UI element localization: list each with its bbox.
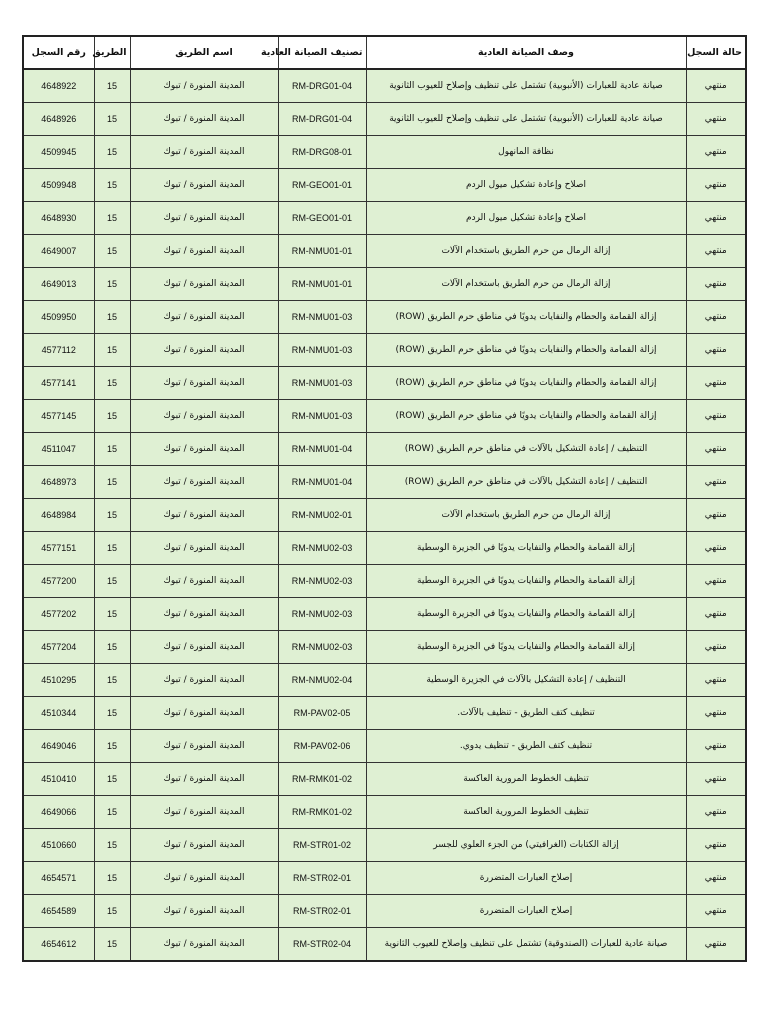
table-row bbox=[23, 598, 746, 631]
cell-road: 15 bbox=[94, 697, 130, 730]
cell-road: 15 bbox=[94, 829, 130, 862]
cell-record-status: منتهي bbox=[686, 136, 746, 169]
table-row bbox=[23, 532, 746, 565]
table-row bbox=[23, 103, 746, 136]
cell-maintenance-classification: RM-NMU01-03 bbox=[278, 334, 366, 367]
cell-road: 15 bbox=[94, 367, 130, 400]
cell-record-number: 4510410 bbox=[23, 763, 94, 796]
cell-road-name: المدينة المنورة / تبوك bbox=[130, 895, 278, 928]
cell-road-name: المدينة المنورة / تبوك bbox=[130, 367, 278, 400]
cell-maintenance-classification: RM-NMU01-03 bbox=[278, 367, 366, 400]
cell-record-number: 4648930 bbox=[23, 202, 94, 235]
cell-record-status: منتهي bbox=[686, 433, 746, 466]
cell-maintenance-description: إزالة القمامة والحطام والنفايات يدويًا في الجزيرة الوسطية bbox=[366, 598, 686, 631]
cell-maintenance-description: نظافة المانهول bbox=[366, 136, 686, 169]
cell-maintenance-description: إزالة الرمال من حرم الطريق باستخدام الآلات bbox=[366, 235, 686, 268]
cell-road: 15 bbox=[94, 763, 130, 796]
cell-record-status: منتهي bbox=[686, 202, 746, 235]
cell-maintenance-classification: RM-STR01-02 bbox=[278, 829, 366, 862]
cell-maintenance-classification: RM-STR02-04 bbox=[278, 928, 366, 962]
cell-maintenance-classification: RM-PAV02-05 bbox=[278, 697, 366, 730]
cell-road: 15 bbox=[94, 69, 130, 103]
table-row bbox=[23, 829, 746, 862]
table-row bbox=[23, 69, 746, 103]
cell-record-number: 4649007 bbox=[23, 235, 94, 268]
cell-road-name: المدينة المنورة / تبوك bbox=[130, 862, 278, 895]
cell-road: 15 bbox=[94, 532, 130, 565]
cell-maintenance-description: إزالة القمامة والحطام والنفايات يدويًا في مناطق حرم الطريق (ROW) bbox=[366, 334, 686, 367]
cell-road: 15 bbox=[94, 598, 130, 631]
cell-maintenance-description: تنظيف كتف الطريق - تنظيف يدوي. bbox=[366, 730, 686, 763]
cell-road: 15 bbox=[94, 796, 130, 829]
cell-road-name: المدينة المنورة / تبوك bbox=[130, 631, 278, 664]
cell-road-name: المدينة المنورة / تبوك bbox=[130, 730, 278, 763]
cell-maintenance-classification: RM-GEO01-01 bbox=[278, 169, 366, 202]
cell-road-name: المدينة المنورة / تبوك bbox=[130, 829, 278, 862]
cell-record-number: 4648984 bbox=[23, 499, 94, 532]
cell-maintenance-description: صيانة عادية للعبارات (الأنبوبية) تشتمل على تنظيف وإصلاح للعيوب الثانوية bbox=[366, 103, 686, 136]
document-page bbox=[22, 35, 745, 962]
header-record-number: رقم السجل bbox=[23, 36, 94, 69]
table-row bbox=[23, 301, 746, 334]
cell-record-status: منتهي bbox=[686, 103, 746, 136]
cell-maintenance-description: التنظيف / إعادة التشكيل بالآلات في مناطق حرم الطريق (ROW) bbox=[366, 466, 686, 499]
table-row bbox=[23, 862, 746, 895]
cell-maintenance-classification: RM-NMU02-03 bbox=[278, 598, 366, 631]
cell-maintenance-description: تنظيف الخطوط المرورية العاكسة bbox=[366, 796, 686, 829]
cell-record-number: 4509945 bbox=[23, 136, 94, 169]
cell-road-name: المدينة المنورة / تبوك bbox=[130, 565, 278, 598]
cell-maintenance-classification: RM-RMK01-02 bbox=[278, 796, 366, 829]
cell-maintenance-description: التنظيف / إعادة التشكيل بالآلات في الجزيرة الوسطية bbox=[366, 664, 686, 697]
cell-road-name: المدينة المنورة / تبوك bbox=[130, 763, 278, 796]
table-row bbox=[23, 466, 746, 499]
cell-record-status: منتهي bbox=[686, 235, 746, 268]
cell-maintenance-classification: RM-NMU01-03 bbox=[278, 301, 366, 334]
cell-maintenance-description: إزالة القمامة والحطام والنفايات يدويًا في الجزيرة الوسطية bbox=[366, 631, 686, 664]
cell-record-number: 4654612 bbox=[23, 928, 94, 962]
cell-record-status: منتهي bbox=[686, 466, 746, 499]
table-row bbox=[23, 664, 746, 697]
cell-maintenance-classification: RM-RMK01-02 bbox=[278, 763, 366, 796]
cell-road: 15 bbox=[94, 631, 130, 664]
cell-record-number: 4577200 bbox=[23, 565, 94, 598]
cell-record-number: 4509948 bbox=[23, 169, 94, 202]
cell-road: 15 bbox=[94, 334, 130, 367]
cell-maintenance-classification: RM-NMU02-03 bbox=[278, 565, 366, 598]
cell-road: 15 bbox=[94, 169, 130, 202]
table-header-row bbox=[23, 36, 746, 69]
cell-record-status: منتهي bbox=[686, 301, 746, 334]
cell-record-number: 4654571 bbox=[23, 862, 94, 895]
cell-road-name: المدينة المنورة / تبوك bbox=[130, 103, 278, 136]
table-row bbox=[23, 928, 746, 962]
cell-record-number: 4510660 bbox=[23, 829, 94, 862]
cell-road-name: المدينة المنورة / تبوك bbox=[130, 169, 278, 202]
cell-maintenance-classification: RM-PAV02-06 bbox=[278, 730, 366, 763]
cell-record-number: 4577141 bbox=[23, 367, 94, 400]
cell-road: 15 bbox=[94, 235, 130, 268]
cell-record-status: منتهي bbox=[686, 598, 746, 631]
cell-maintenance-description: إزالة القمامة والحطام والنفايات يدويًا في مناطق حرم الطريق (ROW) bbox=[366, 400, 686, 433]
cell-record-status: منتهي bbox=[686, 334, 746, 367]
cell-maintenance-description: إزالة القمامة والحطام والنفايات يدويًا في الجزيرة الوسطية bbox=[366, 532, 686, 565]
cell-road: 15 bbox=[94, 301, 130, 334]
cell-maintenance-classification: RM-STR02-01 bbox=[278, 895, 366, 928]
header-road-name: اسم الطريق bbox=[130, 36, 278, 69]
cell-road: 15 bbox=[94, 565, 130, 598]
cell-maintenance-classification: RM-DRG01-04 bbox=[278, 103, 366, 136]
cell-record-number: 4648926 bbox=[23, 103, 94, 136]
cell-maintenance-description: إزالة القمامة والحطام والنفايات يدويًا في الجزيرة الوسطية bbox=[366, 565, 686, 598]
cell-maintenance-description: إزالة الرمال من حرم الطريق باستخدام الآلات bbox=[366, 499, 686, 532]
cell-record-number: 4577151 bbox=[23, 532, 94, 565]
table-row bbox=[23, 136, 746, 169]
cell-road-name: المدينة المنورة / تبوك bbox=[130, 268, 278, 301]
cell-road-name: المدينة المنورة / تبوك bbox=[130, 235, 278, 268]
cell-record-status: منتهي bbox=[686, 862, 746, 895]
cell-record-status: منتهي bbox=[686, 928, 746, 962]
cell-maintenance-description: تنظيف كتف الطريق - تنظيف بالآلات. bbox=[366, 697, 686, 730]
cell-road-name: المدينة المنورة / تبوك bbox=[130, 202, 278, 235]
table-row bbox=[23, 763, 746, 796]
cell-maintenance-classification: RM-NMU02-03 bbox=[278, 631, 366, 664]
cell-road-name: المدينة المنورة / تبوك bbox=[130, 928, 278, 962]
cell-record-number: 4654589 bbox=[23, 895, 94, 928]
cell-maintenance-description: التنظيف / إعادة التشكيل بالآلات في مناطق حرم الطريق (ROW) bbox=[366, 433, 686, 466]
cell-record-number: 4649046 bbox=[23, 730, 94, 763]
cell-record-status: منتهي bbox=[686, 631, 746, 664]
cell-maintenance-description: إزالة الرمال من حرم الطريق باستخدام الآلات bbox=[366, 268, 686, 301]
cell-record-status: منتهي bbox=[686, 367, 746, 400]
table-row bbox=[23, 202, 746, 235]
table-row bbox=[23, 796, 746, 829]
table-row bbox=[23, 169, 746, 202]
cell-road: 15 bbox=[94, 202, 130, 235]
header-maintenance-description: وصف الصيانة العادية bbox=[366, 36, 686, 69]
cell-road: 15 bbox=[94, 895, 130, 928]
cell-record-status: منتهي bbox=[686, 169, 746, 202]
cell-maintenance-description: صيانة عادية للعبارات (الصندوقية) تشتمل على تنظيف وإصلاح للعيوب الثانوية bbox=[366, 928, 686, 962]
cell-road-name: المدينة المنورة / تبوك bbox=[130, 532, 278, 565]
table-row bbox=[23, 235, 746, 268]
table-row bbox=[23, 730, 746, 763]
cell-maintenance-description: إزالة القمامة والحطام والنفايات يدويًا في مناطق حرم الطريق (ROW) bbox=[366, 301, 686, 334]
cell-record-number: 4510344 bbox=[23, 697, 94, 730]
cell-record-status: منتهي bbox=[686, 400, 746, 433]
cell-maintenance-classification: RM-NMU01-03 bbox=[278, 400, 366, 433]
table-row bbox=[23, 499, 746, 532]
table-row bbox=[23, 697, 746, 730]
table-row bbox=[23, 334, 746, 367]
cell-record-status: منتهي bbox=[686, 565, 746, 598]
cell-road-name: المدينة المنورة / تبوك bbox=[130, 400, 278, 433]
cell-maintenance-description: تنظيف الخطوط المرورية العاكسة bbox=[366, 763, 686, 796]
table-row bbox=[23, 400, 746, 433]
cell-road: 15 bbox=[94, 268, 130, 301]
cell-maintenance-description: صيانة عادية للعبارات (الأنبوبية) تشتمل على تنظيف وإصلاح للعيوب الثانوية bbox=[366, 69, 686, 103]
cell-road: 15 bbox=[94, 664, 130, 697]
cell-maintenance-classification: RM-STR02-01 bbox=[278, 862, 366, 895]
cell-record-number: 4649013 bbox=[23, 268, 94, 301]
cell-road-name: المدينة المنورة / تبوك bbox=[130, 136, 278, 169]
cell-record-number: 4510295 bbox=[23, 664, 94, 697]
cell-road: 15 bbox=[94, 928, 130, 962]
cell-record-status: منتهي bbox=[686, 69, 746, 103]
cell-record-number: 4509950 bbox=[23, 301, 94, 334]
cell-record-status: منتهي bbox=[686, 796, 746, 829]
cell-road: 15 bbox=[94, 136, 130, 169]
cell-maintenance-description: اصلاح وإعادة تشكيل ميول الردم bbox=[366, 202, 686, 235]
cell-road-name: المدينة المنورة / تبوك bbox=[130, 697, 278, 730]
cell-maintenance-classification: RM-DRG01-04 bbox=[278, 69, 366, 103]
cell-maintenance-classification: RM-NMU01-04 bbox=[278, 466, 366, 499]
cell-road-name: المدينة المنورة / تبوك bbox=[130, 466, 278, 499]
maintenance-records-table bbox=[22, 35, 747, 962]
cell-maintenance-description: إزالة الكتابات (الغرافيتي) من الجزء العلوي للجسر bbox=[366, 829, 686, 862]
cell-road: 15 bbox=[94, 730, 130, 763]
cell-maintenance-classification: RM-NMU01-01 bbox=[278, 268, 366, 301]
cell-record-status: منتهي bbox=[686, 697, 746, 730]
cell-maintenance-classification: RM-NMU02-03 bbox=[278, 532, 366, 565]
cell-road: 15 bbox=[94, 433, 130, 466]
table-row bbox=[23, 268, 746, 301]
cell-record-status: منتهي bbox=[686, 268, 746, 301]
cell-record-number: 4577202 bbox=[23, 598, 94, 631]
table-row bbox=[23, 631, 746, 664]
cell-road-name: المدينة المنورة / تبوك bbox=[130, 598, 278, 631]
cell-record-status: منتهي bbox=[686, 664, 746, 697]
cell-road-name: المدينة المنورة / تبوك bbox=[130, 301, 278, 334]
cell-record-number: 4577145 bbox=[23, 400, 94, 433]
cell-road: 15 bbox=[94, 499, 130, 532]
cell-road-name: المدينة المنورة / تبوك bbox=[130, 796, 278, 829]
cell-record-number: 4511047 bbox=[23, 433, 94, 466]
table-row bbox=[23, 367, 746, 400]
table-row bbox=[23, 565, 746, 598]
cell-record-status: منتهي bbox=[686, 763, 746, 796]
cell-record-number: 4577204 bbox=[23, 631, 94, 664]
header-road: الطريق bbox=[94, 36, 130, 69]
cell-record-number: 4577112 bbox=[23, 334, 94, 367]
cell-record-number: 4648973 bbox=[23, 466, 94, 499]
cell-record-status: منتهي bbox=[686, 532, 746, 565]
cell-road: 15 bbox=[94, 466, 130, 499]
header-maintenance-classification: تصنيف الصيانة العادية bbox=[278, 36, 366, 69]
table-row bbox=[23, 895, 746, 928]
cell-maintenance-description: اصلاح وإعادة تشكيل ميول الردم bbox=[366, 169, 686, 202]
cell-record-number: 4649066 bbox=[23, 796, 94, 829]
cell-maintenance-classification: RM-GEO01-01 bbox=[278, 202, 366, 235]
cell-road-name: المدينة المنورة / تبوك bbox=[130, 433, 278, 466]
cell-maintenance-classification: RM-DRG08-01 bbox=[278, 136, 366, 169]
cell-road-name: المدينة المنورة / تبوك bbox=[130, 499, 278, 532]
cell-record-status: منتهي bbox=[686, 829, 746, 862]
header-record-status: حالة السجل bbox=[686, 36, 746, 69]
cell-maintenance-classification: RM-NMU02-01 bbox=[278, 499, 366, 532]
cell-maintenance-classification: RM-NMU01-01 bbox=[278, 235, 366, 268]
cell-record-status: منتهي bbox=[686, 499, 746, 532]
cell-maintenance-description: إزالة القمامة والحطام والنفايات يدويًا في مناطق حرم الطريق (ROW) bbox=[366, 367, 686, 400]
cell-road-name: المدينة المنورة / تبوك bbox=[130, 69, 278, 103]
cell-maintenance-description: إصلاح العبارات المتضررة bbox=[366, 862, 686, 895]
cell-record-number: 4648922 bbox=[23, 69, 94, 103]
cell-record-status: منتهي bbox=[686, 895, 746, 928]
cell-road-name: المدينة المنورة / تبوك bbox=[130, 334, 278, 367]
cell-maintenance-classification: RM-NMU02-04 bbox=[278, 664, 366, 697]
cell-road-name: المدينة المنورة / تبوك bbox=[130, 664, 278, 697]
cell-road: 15 bbox=[94, 103, 130, 136]
table-row bbox=[23, 433, 746, 466]
cell-maintenance-description: إصلاح العبارات المتضررة bbox=[366, 895, 686, 928]
cell-maintenance-classification: RM-NMU01-04 bbox=[278, 433, 366, 466]
cell-road: 15 bbox=[94, 862, 130, 895]
cell-road: 15 bbox=[94, 400, 130, 433]
cell-record-status: منتهي bbox=[686, 730, 746, 763]
